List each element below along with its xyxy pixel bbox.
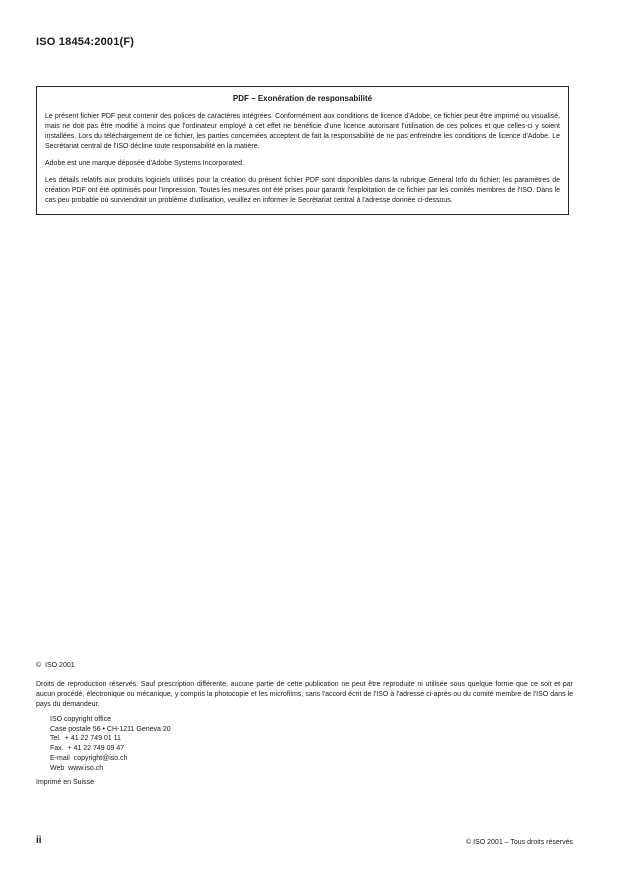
page-number: ii	[36, 835, 42, 846]
address-line-web: Web www.iso.ch	[50, 764, 104, 772]
disclaimer-paragraph-fonts: Le présent fichier PDF peut contenir des polices de caractères intégrées. Conformément aux conditions de licence d'Adobe, ce fichier peut être imprimé ou visualisé, mais ne doit pas être modifié à moins que l'ordinateur employé à cet effet ne bénéficie d'une licence autorisant l'utilisation de ces polices et que celles-ci y soient installées. Lors du téléchargement de ce fichier, les parties concernées acceptent de fait la responsabilité de ne pas enfreindre les conditions de licence d'Adobe. Le Secrétariat central de l'ISO décline toute responsabilité en la matière.	[45, 113, 560, 150]
disclaimer-paragraph-software: Les détails relatifs aux produits logiciels utilisés pour la création du présent fichier PDF sont disponibles dans la rubrique General Info du fichier; les paramètres de création PDF ont été optimisés pour l'impression. Toutes les mesures ont été prises pour garantir l'exploitation de ce fichier par les comités membres de l'ISO. Dans le cas peu probable où surviendrait un problème d'utilisation, veuillez en informer le Secrétariat central à l'adresse donnée ci-dessous.	[45, 177, 560, 204]
copyright-notice: © ISO 2001	[36, 662, 75, 669]
printed-in-note: Imprimé en Suisse	[36, 779, 94, 787]
iso-address-block	[50, 715, 573, 773]
address-line-tel: Tel. + 41 22 749 01 11	[50, 735, 121, 743]
copyright-paragraph: Droits de reproduction réservés. Sauf prescription différente, aucune partie de cette publication ne peut être reproduite ni utilisée sous quelque forme que ce soit et par aucun procédé, électronique ou mécanique, y compris la photocopie et les microfilms, sans l'accord écrit de l'ISO à l'adresse ci-après ou du comité membre de l'ISO dans le pays du demandeur.	[36, 681, 573, 708]
address-line-office: ISO copyright office	[50, 716, 111, 723]
disclaimer-title: PDF – Exonération de responsabilité	[232, 94, 373, 103]
address-line-postal: Case postale 56 • CH-1211 Geneva 20	[50, 725, 171, 733]
address-line-email: E-mail copyright@iso.ch	[50, 754, 128, 762]
disclaimer-paragraph-trademark: Adobe est une marque déposée d'Adobe Systems Incorporated.	[45, 160, 245, 167]
footer-copyright: © ISO 2001 – Tous droits réservés	[466, 839, 573, 846]
copyright-block	[36, 661, 573, 788]
address-line-fax: Fax. + 41 22 749 09 47	[50, 745, 125, 753]
pdf-disclaimer-box	[36, 86, 569, 215]
document-id-header: ISO 18454:2001(F)	[36, 36, 135, 48]
page-footer	[36, 835, 573, 846]
